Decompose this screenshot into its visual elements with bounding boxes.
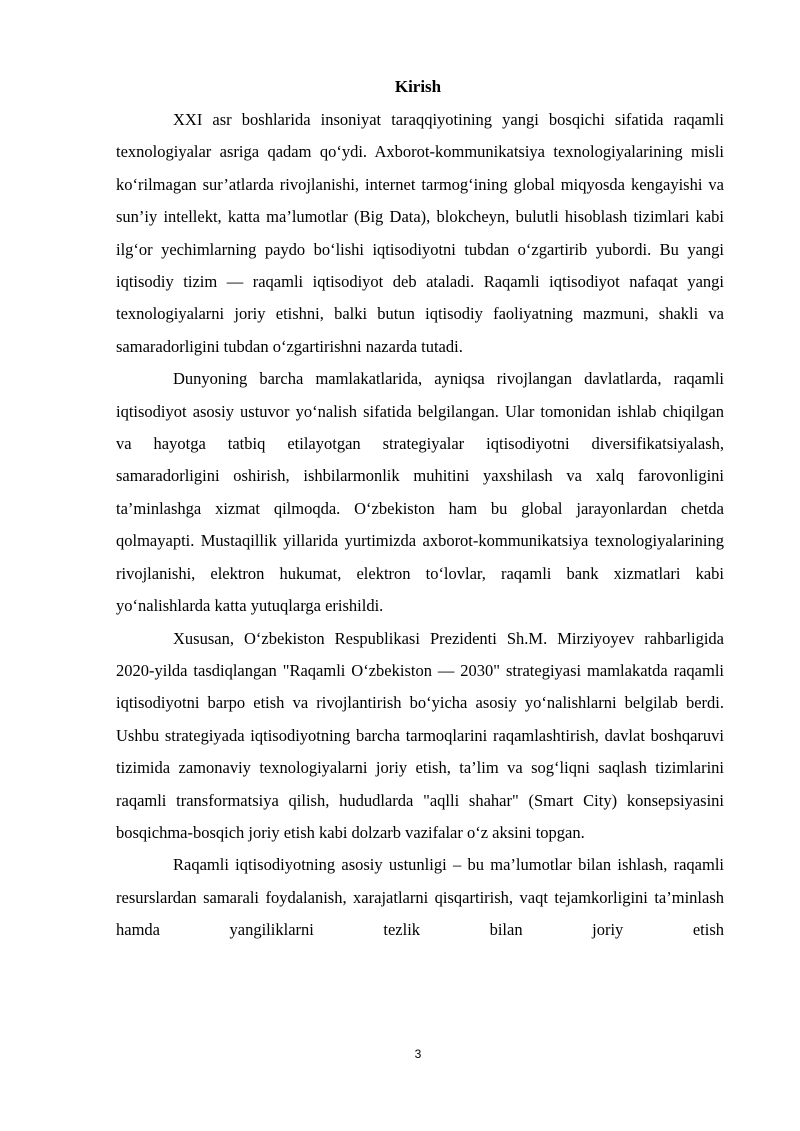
- paragraph-intro: XXI asr boshlarida insoniyat taraqqiyotining yangi bosqichi sifatida raqamli texnologiyalar asriga qadam qo‘ydi. Axborot-kommunikatsiya texnologiyalarining misli ko‘rilmagan sur’atlarda rivojlanishi, internet tarmog‘ining global miqyosda kengayishi va sun’iy intellekt, katta ma’lumotlar (Big Data), blokcheyn, bulutli hisoblash tizimlari kabi ilg‘or yechimlarning paydo bo‘lishi iqtisodiyotni tubdan o‘zgartirib yubordi. Bu yangi iqtisodiy tizim — raqamli iqtisodiyot deb ataladi. Raqamli iqtisodiyot nafaqat yangi texnologiyalarni joriy etishni, balki butun iqtisodiy faoliyatning mazmuni, shakli va samaradorligini tubdan o‘zgartirishni nazarda tutadi.: [116, 110, 724, 356]
- paragraph-strategy-2030: Xususan, O‘zbekiston Respublikasi Prezidenti Sh.M. Mirziyoyev rahbarligida 2020-yilda tasdiqlangan "Raqamli O‘zbekiston — 2030" strategiyasi mamlakatda raqamli iqtisodiyotni barpo etish va rivojlantirish bo‘yicha asosiy yo‘nalishlarni belgilab berdi. Ushbu strategiyada iqtisodiyotning barcha tarmoqlarini raqamlashtirish, davlat boshqaruvi tizimida zamonaviy texnologiyalarni joriy etish, ta’lim va sog‘liqni saqlash tizimlarini raqamli transformatsiya qilish, hududlarda "aqlli shahar" (Smart City) konsepsiyasini bosqichma-bosqich joriy etish kabi dolzarb vazifalar o‘z aksini topgan.: [116, 628, 724, 842]
- page-number: 3: [414, 1047, 422, 1061]
- paragraph-global-context: Dunyoning barcha mamlakatlarida, ayniqsa rivojlangan davlatlarda, raqamli iqtisodiyot asosiy ustuvor yo‘nalish sifatida belgilangan. Ular tomonidan ishlab chiqilgan va hayotga tatbiq etilayotgan strategiyalar iqtisodiyotni diversifikatsiyalash, samaradorligini oshirish, ishbilarmonlik muhitini yaxshilash va xalq farovonligini ta’minlashga xizmat qilmoqda. O‘zbekiston ham bu global jarayonlardan chetda qolmayapti. Mustaqillik yillarida yurtimizda axborot-kommunikatsiya texnologiyalarining rivojlanishi, elektron hukumat, elektron to‘lovlar, raqamli bank xizmatlari kabi yo‘nalishlarda katta yutuqlarga erishildi.: [116, 369, 724, 616]
- paragraph-advantages: Raqamli iqtisodiyotning asosiy ustunligi – bu ma’lumotlar bilan ishlash, raqamli resurslardan samarali foydalanish, xarajatlarni qisqartirish, vaqt tejamkorligini ta’minlash hamda yangiliklarni tezlik bilan joriy etish: [116, 855, 724, 940]
- document-body: [116, 104, 724, 947]
- section-heading: Kirish: [394, 77, 442, 96]
